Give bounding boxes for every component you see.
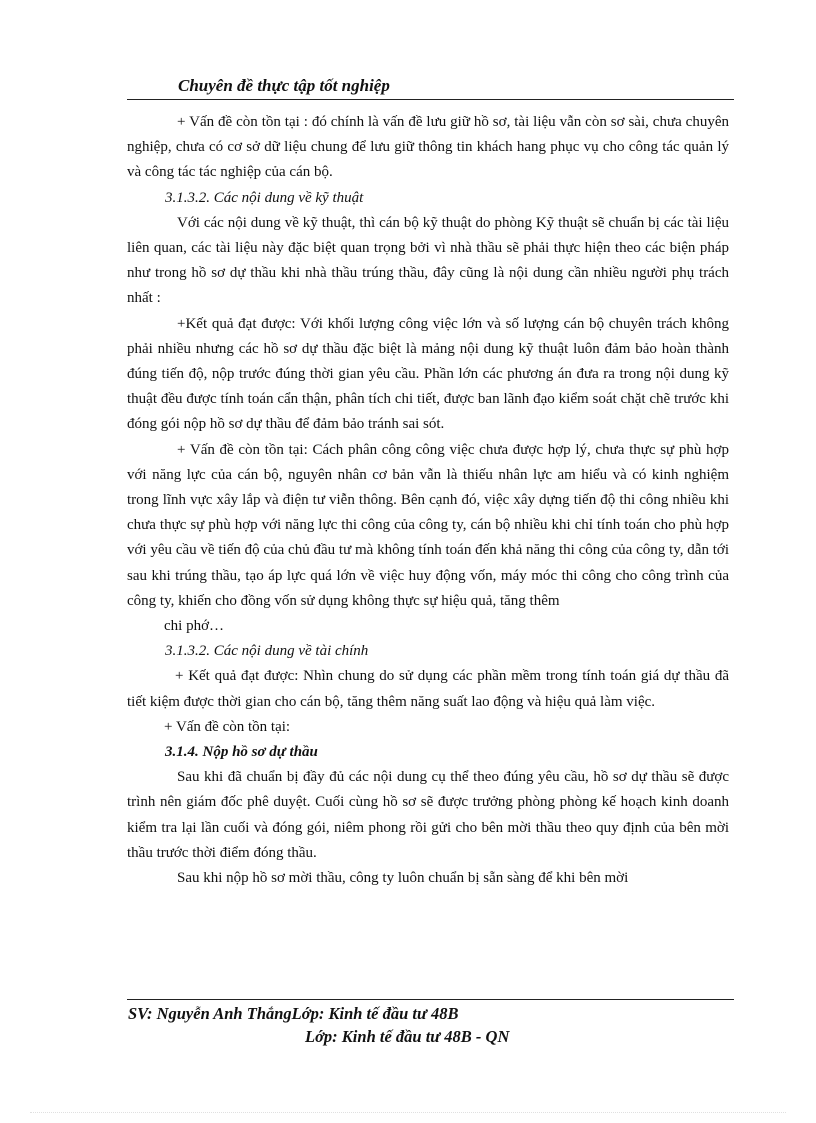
paragraph: + Vấn đề còn tồn tại: — [164, 718, 291, 735]
section-heading: 3.1.4. Nộp hồ sơ dự thầu — [165, 744, 318, 761]
paragraph: +Kết quả đạt được: Với khối lượng công việc lớn và số lượng cán bộ chuyên trách không phải nhiều nhưng các hồ sơ dự thầu đặc biệt là mảng nội dung kỹ thuật luôn đảm bảo hoàn thành đúng tiến độ, nộp trước đúng thời gian yêu cầu. Phần lớn các phương án đưa ra trong nội dung kỹ thuật đều được tính toán cẩn thận, phân tích chi tiết, được ban lãnh đạo kiểm soát chặt chẽ trước khi đóng gói nộp hồ sơ dự thầu để đảm bảo tránh sai sót. — [127, 315, 729, 433]
paragraph: chi phớ… — [164, 618, 225, 635]
section-heading: 3.1.3.2. Các nội dung về kỹ thuật — [165, 189, 364, 206]
paragraph: Sau khi nộp hồ sơ mời thầu, công ty luôn chuẩn bị sẵn sàng để khi bên mời — [177, 870, 629, 887]
page-edge — [30, 1112, 786, 1113]
document-body — [127, 110, 729, 891]
footer-student-line: SV: Nguyễn Anh ThắngLớp: Kinh tế đầu tư 48B — [128, 1004, 459, 1023]
paragraph: + Vấn đề còn tồn tại : đó chính là vấn đề lưu giữ hồ sơ, tài liệu vẫn còn sơ sài, chưa chuyên nghiệp, chưa có cơ sở dữ liệu chung để lưu giữ thông tin khách hang phục vụ cho công tác quản lý và công tác tác nghiệp của cán bộ. — [127, 114, 729, 181]
header-rule — [127, 99, 734, 100]
footer-rule — [127, 999, 734, 1000]
paragraph: + Vấn đề còn tồn tại: Cách phân công công việc chưa được hợp lý, chưa thực sự phù hợp với năng lực của cán bộ, nguyên nhân cơ bản vẫn là thiếu nhân lực am hiểu và có kinh nghiệm trong lĩnh vực xây lắp và điện tư viễn thông. Bên cạnh đó, việc xây dựng tiến độ thi công nhiều khi chưa thực sự phù hợp với năng lực thi công của công ty, cán bộ nhiều khi chỉ tính toán cho phù hợp với yêu cầu về tiến độ của chủ đầu tư mà không tính toán đến khả năng thi công của công ty, dẫn tới sau khi trúng thầu, tạo áp lực quá lớn về việc huy động vốn, máy móc thi công cho công trình của công ty, khiến cho đồng vốn sử dụng không thực sự hiệu quả, tăng thêm — [127, 441, 729, 609]
section-heading: 3.1.3.2. Các nội dung về tài chính — [165, 643, 369, 660]
page-header-title: Chuyên đề thực tập tốt nghiệp — [178, 76, 390, 95]
paragraph: + Kết quả đạt được: Nhìn chung do sử dụng các phần mềm trong tính toán giá dự thầu đã tiết kiệm được thời gian cho cán bộ, tăng thêm năng suất lao động và hiệu quả làm việc. — [127, 668, 729, 710]
footer-class-line: Lớp: Kinh tế đầu tư 48B - QN — [305, 1027, 510, 1046]
paragraph: Sau khi đã chuẩn bị đầy đủ các nội dung cụ thể theo đúng yêu cầu, hồ sơ dự thầu sẽ được trình nên giám đốc phê duyệt. Cuối cùng hồ sơ sẽ được trưởng phòng phòng kế hoạch kinh doanh kiểm tra lại lần cuối và đóng gói, niêm phong rồi gửi cho bên mời thầu theo quy định của bên mời thầu trước thời điểm đóng thầu. — [127, 769, 729, 861]
paragraph: Với các nội dung về kỹ thuật, thì cán bộ kỹ thuật do phòng Kỹ thuật sẽ chuẩn bị các tài liệu liên quan, các tài liệu này đặc biệt quan trọng bởi vì nhà thầu sẽ phải thực hiện theo các biện pháp như trong hồ sơ dự thầu khi nhà thầu trúng thầu, đây cũng là nội dung cần nhiều người phụ trách nhất : — [127, 214, 729, 307]
